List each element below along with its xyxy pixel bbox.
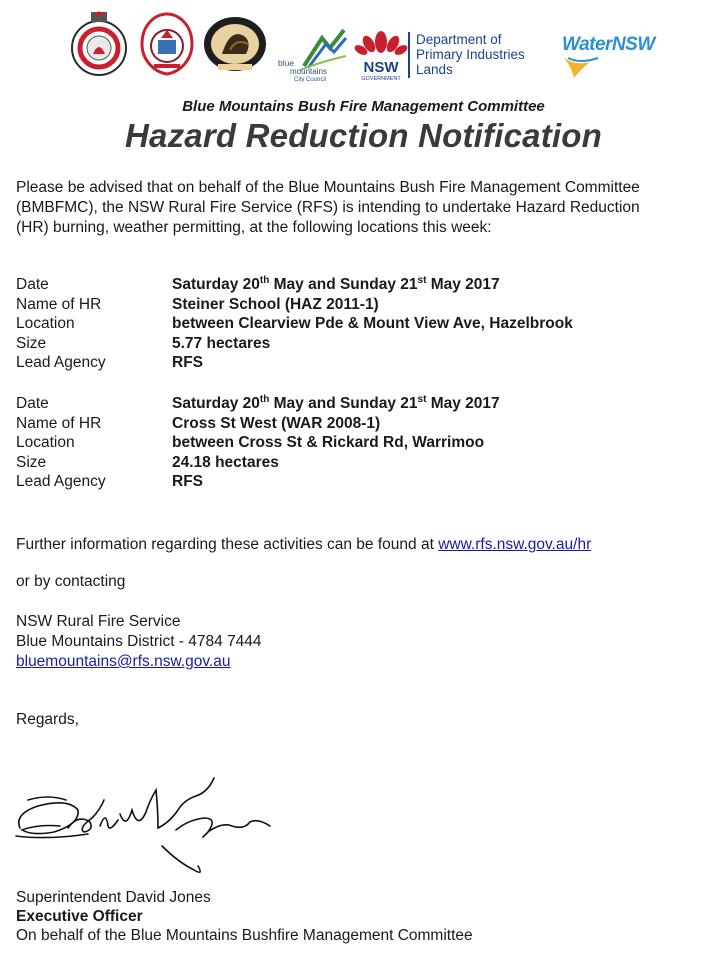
size-value: 24.18 hectares [172, 453, 279, 471]
lead-label: Lead Agency [16, 354, 106, 371]
signature-image [8, 770, 278, 880]
fire-rescue-logo [134, 10, 200, 78]
bm-word-1: blue [278, 58, 295, 68]
name-value: Cross St West (WAR 2008-1) [172, 414, 381, 432]
name-label: Name of HR [16, 414, 102, 432]
signatory-name: Superintendent David Jones [16, 889, 211, 906]
hr-entry-1 [16, 276, 716, 374]
signatory-behalf: On behalf of the Blue Mountains Bushfire Management Committee [16, 927, 473, 944]
national-parks-logo [200, 14, 270, 76]
dpi-line-3: Lands [416, 62, 453, 77]
name-label: Name of HR [16, 295, 102, 313]
dpi-line-2: Primary Industries [416, 47, 525, 62]
logo-strip [0, 8, 727, 86]
nsw-word: NSW [363, 59, 399, 76]
contact-org: NSW Rural Fire Service [16, 613, 181, 630]
entry-size-row [16, 454, 716, 474]
nsw-government-logo [352, 22, 410, 84]
lead-value: RFS [172, 473, 203, 490]
entry-name-row [16, 415, 716, 435]
entry-location-row [16, 315, 716, 335]
bm-word-2: mountains [290, 67, 327, 76]
waternsw-word: WaterNSW [562, 34, 655, 55]
location-label: Location [16, 434, 75, 451]
contact-district: Blue Mountains District - 4784 7444 [16, 633, 262, 650]
bm-word-3: City Council [294, 77, 327, 82]
location-label: Location [16, 315, 75, 332]
date-value: Saturday 20th May and Sunday 21st May 2017 [172, 274, 500, 293]
entry-date-row [16, 276, 716, 296]
hr-entry-2 [16, 395, 716, 493]
signatory-role: Executive Officer [16, 908, 143, 925]
contacting-line: or by contacting [16, 573, 126, 590]
rfs-hr-link[interactable]: www.rfs.nsw.gov.au/hr [438, 536, 592, 553]
contact-email-line [16, 652, 230, 672]
dpi-line-1: Department of [416, 32, 502, 47]
regards-line: Regards, [16, 711, 79, 728]
lead-label: Lead Agency [16, 473, 106, 490]
location-value: between Clearview Pde & Mount View Ave, Hazelbrook [172, 315, 573, 332]
page-title: Hazard Reduction Notification [125, 117, 602, 154]
date-label: Date [16, 395, 49, 412]
date-label: Date [16, 276, 49, 293]
size-label: Size [16, 453, 47, 471]
intro-line-3: (HR) burning, weather permitting, at the following locations this week: [16, 219, 492, 236]
entry-size-row [16, 335, 716, 355]
committee-heading: Blue Mountains Bush Fire Management Committee [182, 98, 545, 115]
nsw-sub: GOVERNMENT [361, 76, 401, 82]
entry-name-row [16, 296, 716, 316]
contact-email-link[interactable]: bluemountains@rfs.nsw.gov.au [16, 653, 231, 670]
intro-paragraph [16, 178, 716, 238]
name-value: Steiner School (HAZ 2011-1) [172, 295, 379, 313]
location-value: between Cross St & Rickard Rd, Warrimoo [172, 434, 485, 451]
date-value: Saturday 20th May and Sunday 21st May 2017 [172, 393, 500, 412]
entry-date-row [16, 395, 716, 415]
rfs-logo [66, 10, 132, 78]
intro-line-1: Please be advised that on behalf of the Blue Mountains Bush Fire Management Committee [16, 179, 640, 196]
water-swoosh-icon [562, 56, 602, 80]
further-info-line [16, 535, 591, 555]
further-info-text: Further information regarding these activities can be found at [16, 536, 439, 553]
intro-line-2: (BMBFMC), the NSW Rural Fire Service (RFS) is intending to undertake Hazard Reduction [16, 199, 640, 216]
blue-mountains-council-logo [274, 26, 348, 82]
entry-lead-row [16, 354, 716, 374]
waternsw-logo [562, 34, 655, 85]
size-label: Size [16, 334, 47, 352]
entry-location-row [16, 434, 716, 454]
entry-lead-row [16, 473, 716, 493]
size-value: 5.77 hectares [172, 334, 271, 352]
dpi-lands-logo [408, 32, 525, 78]
lead-value: RFS [172, 354, 203, 371]
